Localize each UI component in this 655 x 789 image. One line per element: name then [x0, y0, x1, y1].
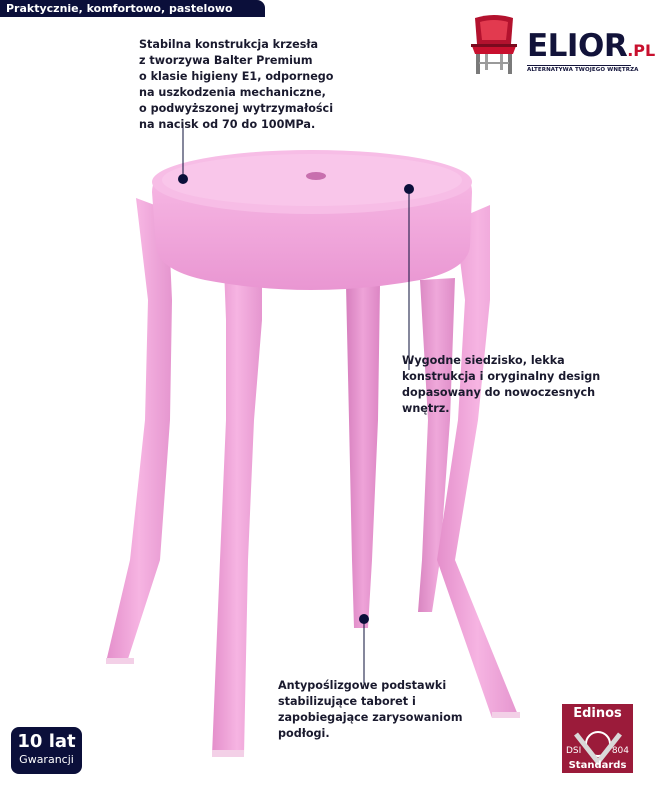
warranty-label: Gwarancji	[19, 753, 74, 766]
callout-antislip-feet: Antypoślizgowe podstawki stabilizujące taboret i zapobiegające zarysowaniom podłogi.	[278, 679, 463, 740]
cert-code-right: 804	[611, 746, 629, 756]
warranty-badge	[11, 727, 82, 774]
logo-wordmark: ELIOR.PL	[527, 28, 655, 64]
edinos-certificate-badge	[562, 704, 633, 773]
callout-material: Stabilna konstrukcja krzesła z tworzywa Balter Premium o klasie higieny E1, odpornego na uszkodzenia mechaniczne, o podwyższonej wytrzymałości na nacisk od 70 do 100MPa.	[139, 38, 334, 131]
callout-seat-design: Wygodne siedzisko, lekka konstrukcja i oryginalny design dopasowany do nowoczesnych wnętrz.	[402, 354, 601, 415]
warranty-years: 10 lat	[17, 731, 76, 752]
cert-brand: Edinos	[573, 706, 622, 721]
banner-text: Praktycznie, komfortowo, pastelowo	[6, 2, 233, 15]
cert-standard: Standards	[568, 760, 627, 771]
cert-code-left: DSI	[566, 746, 582, 756]
logo-tagline: ALTERNATYWA TWOJEGO WNĘTRZA	[527, 67, 639, 73]
